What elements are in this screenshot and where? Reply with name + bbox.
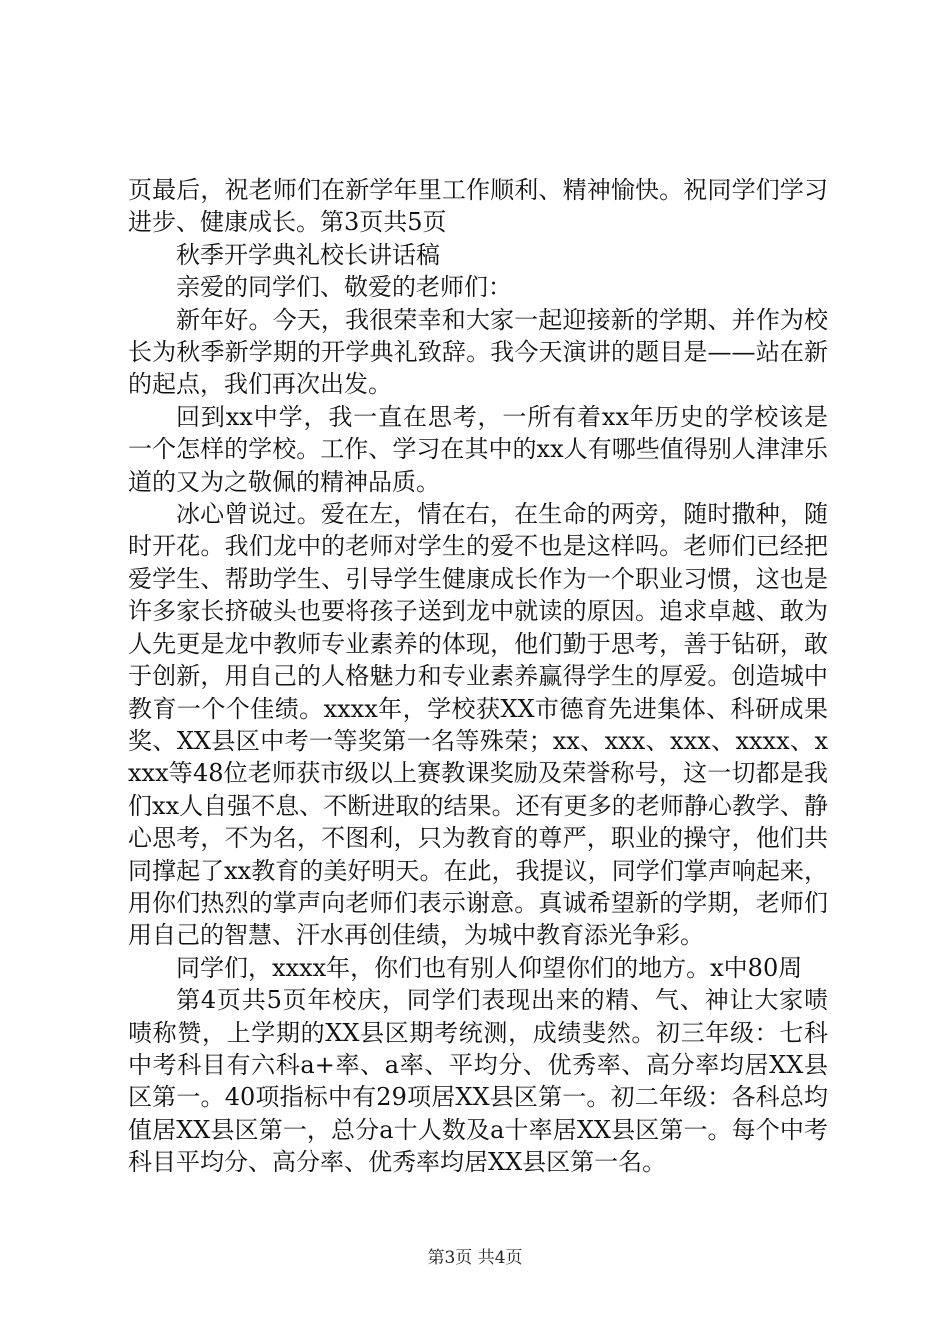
paragraph-7: 同学们，xxxx年，你们也有别人仰望你们的地方。x中80周 <box>176 953 803 982</box>
paragraph-8: 第4页共5页年校庆，同学们表现出来的精、气、神让大家啧啧称赞，上学期的XX县区期考统测，成绩斐然。初三年级：七科中考科目有六科a+率、a率、平均分、优秀率、高分率均居XX县区第一。40项指标中有29项居XX县区第一。初二年级：各科总均值居XX县区第一，总分a十人数及a十率居XX县区第一。每个中考科目平均分、高分率、优秀率均居XX县区第一名。 <box>128 986 828 1177</box>
paragraph-1: 页最后，祝老师们在新学年里工作顺利、精神愉快。祝同学们学习进步、健康成长。第3页共5页 <box>128 176 828 237</box>
document-body <box>128 174 828 1179</box>
speech-title: 秋季开学典礼校长讲话稿 <box>176 240 440 269</box>
paragraph-6: 冰心曾说过。爱在左，情在右，在生命的两旁，随时撒种，随时开花。我们龙中的老师对学生的爱不也是这样吗。老师们已经把爱学生、帮助学生、引导学生健康成长作为一个职业习惯，这也是许多家长挤破头也要将孩子送到龙中就读的原因。追求卓越、敢为人先更是龙中教师专业素养的体现，他们勤于思考，善于钻研，敢于创新，用自己的人格魅力和专业素养赢得学生的厚爱。创造城中教育一个个佳绩。xxxx年，学校获XX市德育先进集体、科研成果奖、XX县区中考一等奖第一名等殊荣；xx、xxx、xxx、xxxx、xxxx等48位老师获市级以上赛教课奖励及荣誉称号，这一切都是我们xx人自强不息、不断进取的结果。还有更多的老师静心教学、静心思考，不为名，不图利，只为教育的尊严，职业的操守，他们共同撑起了xx教育的美好明天。在此，我提议，同学们掌声响起来，用你们热烈的掌声向老师们表示谢意。真诚希望新的学期，老师们用自己的智慧、汗水再创佳绩，为城中教育添光争彩。 <box>128 500 828 950</box>
paragraph-5: 回到xx中学，我一直在思考，一所有着xx年历史的学校该是一个怎样的学校。工作、学习在其中的xx人有哪些值得别人津津乐道的又为之敬佩的精神品质。 <box>128 402 828 496</box>
paragraph-4: 新年好。今天，我很荣幸和大家一起迎接新的学期、并作为校长为秋季新学期的开学典礼致辞。我今天演讲的题目是——站在新的起点，我们再次出发。 <box>128 305 828 399</box>
salutation: 亲爱的同学们、敬爱的老师们： <box>176 273 512 302</box>
page-footer: 第3页 共4页 <box>427 1248 523 1268</box>
